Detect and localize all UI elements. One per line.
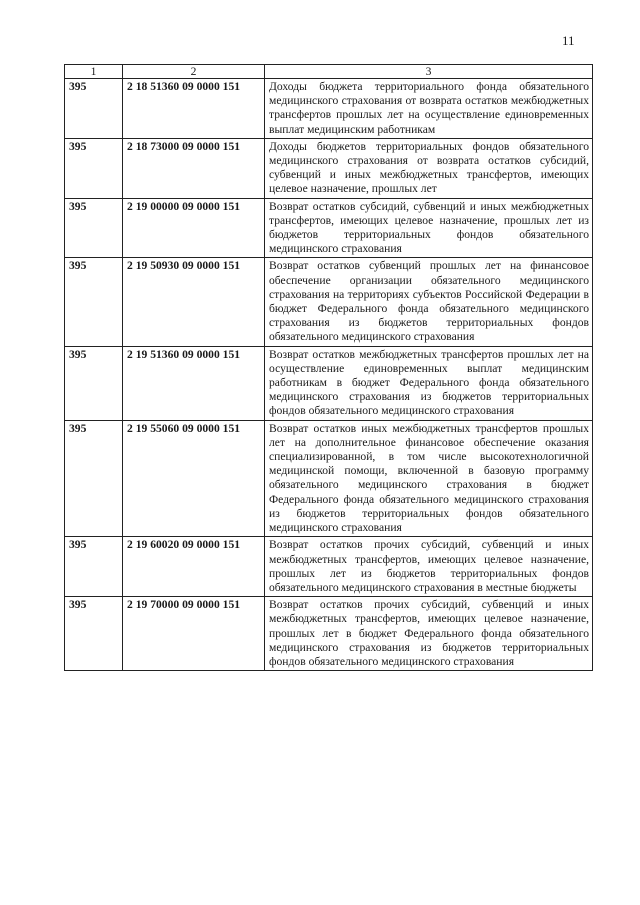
income-name-cell: Доходы бюджета территориального фонда обязательного медицинского страхования от возврата остатков межбюджетных трансфертов прошлых лет на осуществление единовременных выплат медицинским работникам xyxy=(265,79,593,139)
admin-code-cell: 395 xyxy=(65,346,123,420)
column-header-1: 1 xyxy=(65,65,123,79)
budget-classification-code-cell: 2 18 51360 09 0000 151 xyxy=(123,79,265,139)
income-name-cell: Возврат остатков межбюджетных трансфертов прошлых лет на осуществление единовременных выплат медицинским работникам в бюджет Федерального фонда обязательного медицинского страхования из бюджетов территориальных фондов обязательного медицинского страхования xyxy=(265,346,593,420)
income-name-cell: Возврат остатков прочих субсидий, субвенций и иных межбюджетных трансфертов, имеющих целевое назначение, прошлых лет из бюджетов территориальных фондов обязательного медицинского страхования в местные бюджеты xyxy=(265,537,593,597)
budget-classification-code-cell: 2 19 00000 09 0000 151 xyxy=(123,198,265,258)
admin-code-cell: 395 xyxy=(65,198,123,258)
budget-classification-code-cell: 2 18 73000 09 0000 151 xyxy=(123,138,265,198)
table-row xyxy=(65,79,593,139)
budget-classification-code-cell: 2 19 51360 09 0000 151 xyxy=(123,346,265,420)
admin-code-cell: 395 xyxy=(65,79,123,139)
income-name-cell: Возврат остатков иных межбюджетных трансфертов прошлых лет на дополнительное финансовое обеспечение оказания специализированной, в том числе высокотехнологичной медицинской помощи, включенной в базовую программу обязательного медицинского страхования в бюджет Федерального фонда обязательного медицинского страхования из бюджетов территориальных фондов обязательного медицинского страхования xyxy=(265,420,593,537)
table-row xyxy=(65,537,593,597)
income-name-cell: Возврат остатков субвенций прошлых лет на финансовое обеспечение организации обязательного медицинского страхования на территориях субъектов Российской Федерации в бюджет Федерального фонда обязательного медицинского страхования из бюджетов территориальных фондов обязательного медицинского страхования xyxy=(265,258,593,346)
column-header-3: 3 xyxy=(265,65,593,79)
revenue-codes-table xyxy=(64,64,593,671)
admin-code-cell: 395 xyxy=(65,258,123,346)
table-row xyxy=(65,198,593,258)
table-row xyxy=(65,258,593,346)
column-header-2: 2 xyxy=(123,65,265,79)
page-number: 11 xyxy=(562,33,575,48)
table-body xyxy=(65,79,593,671)
table-row xyxy=(65,420,593,537)
table-row xyxy=(65,346,593,420)
budget-classification-code-cell: 2 19 50930 09 0000 151 xyxy=(123,258,265,346)
budget-classification-code-cell: 2 19 70000 09 0000 151 xyxy=(123,597,265,671)
table-row xyxy=(65,138,593,198)
table-header-row xyxy=(65,65,593,79)
admin-code-cell: 395 xyxy=(65,597,123,671)
budget-classification-code-cell: 2 19 55060 09 0000 151 xyxy=(123,420,265,537)
budget-classification-code-cell: 2 19 60020 09 0000 151 xyxy=(123,537,265,597)
income-name-cell: Возврат остатков субсидий, субвенций и иных межбюджетных трансфертов, имеющих целевое назначение, прошлых лет из бюджетов территориальных фондов обязательного медицинского страхования xyxy=(265,198,593,258)
admin-code-cell: 395 xyxy=(65,420,123,537)
income-name-cell: Доходы бюджетов территориальных фондов обязательного медицинского страхования от возврата остатков субсидий, субвенций и иных межбюджетных трансфертов, имеющих целевое назначение, прошлых лет xyxy=(265,138,593,198)
admin-code-cell: 395 xyxy=(65,138,123,198)
table-row xyxy=(65,597,593,671)
admin-code-cell: 395 xyxy=(65,537,123,597)
income-name-cell: Возврат остатков прочих субсидий, субвенций и иных межбюджетных трансфертов, имеющих целевое назначение, прошлых лет в бюджет Федерального фонда обязательного медицинского страхования из бюджетов территориальных фондов обязательного медицинского страхования xyxy=(265,597,593,671)
